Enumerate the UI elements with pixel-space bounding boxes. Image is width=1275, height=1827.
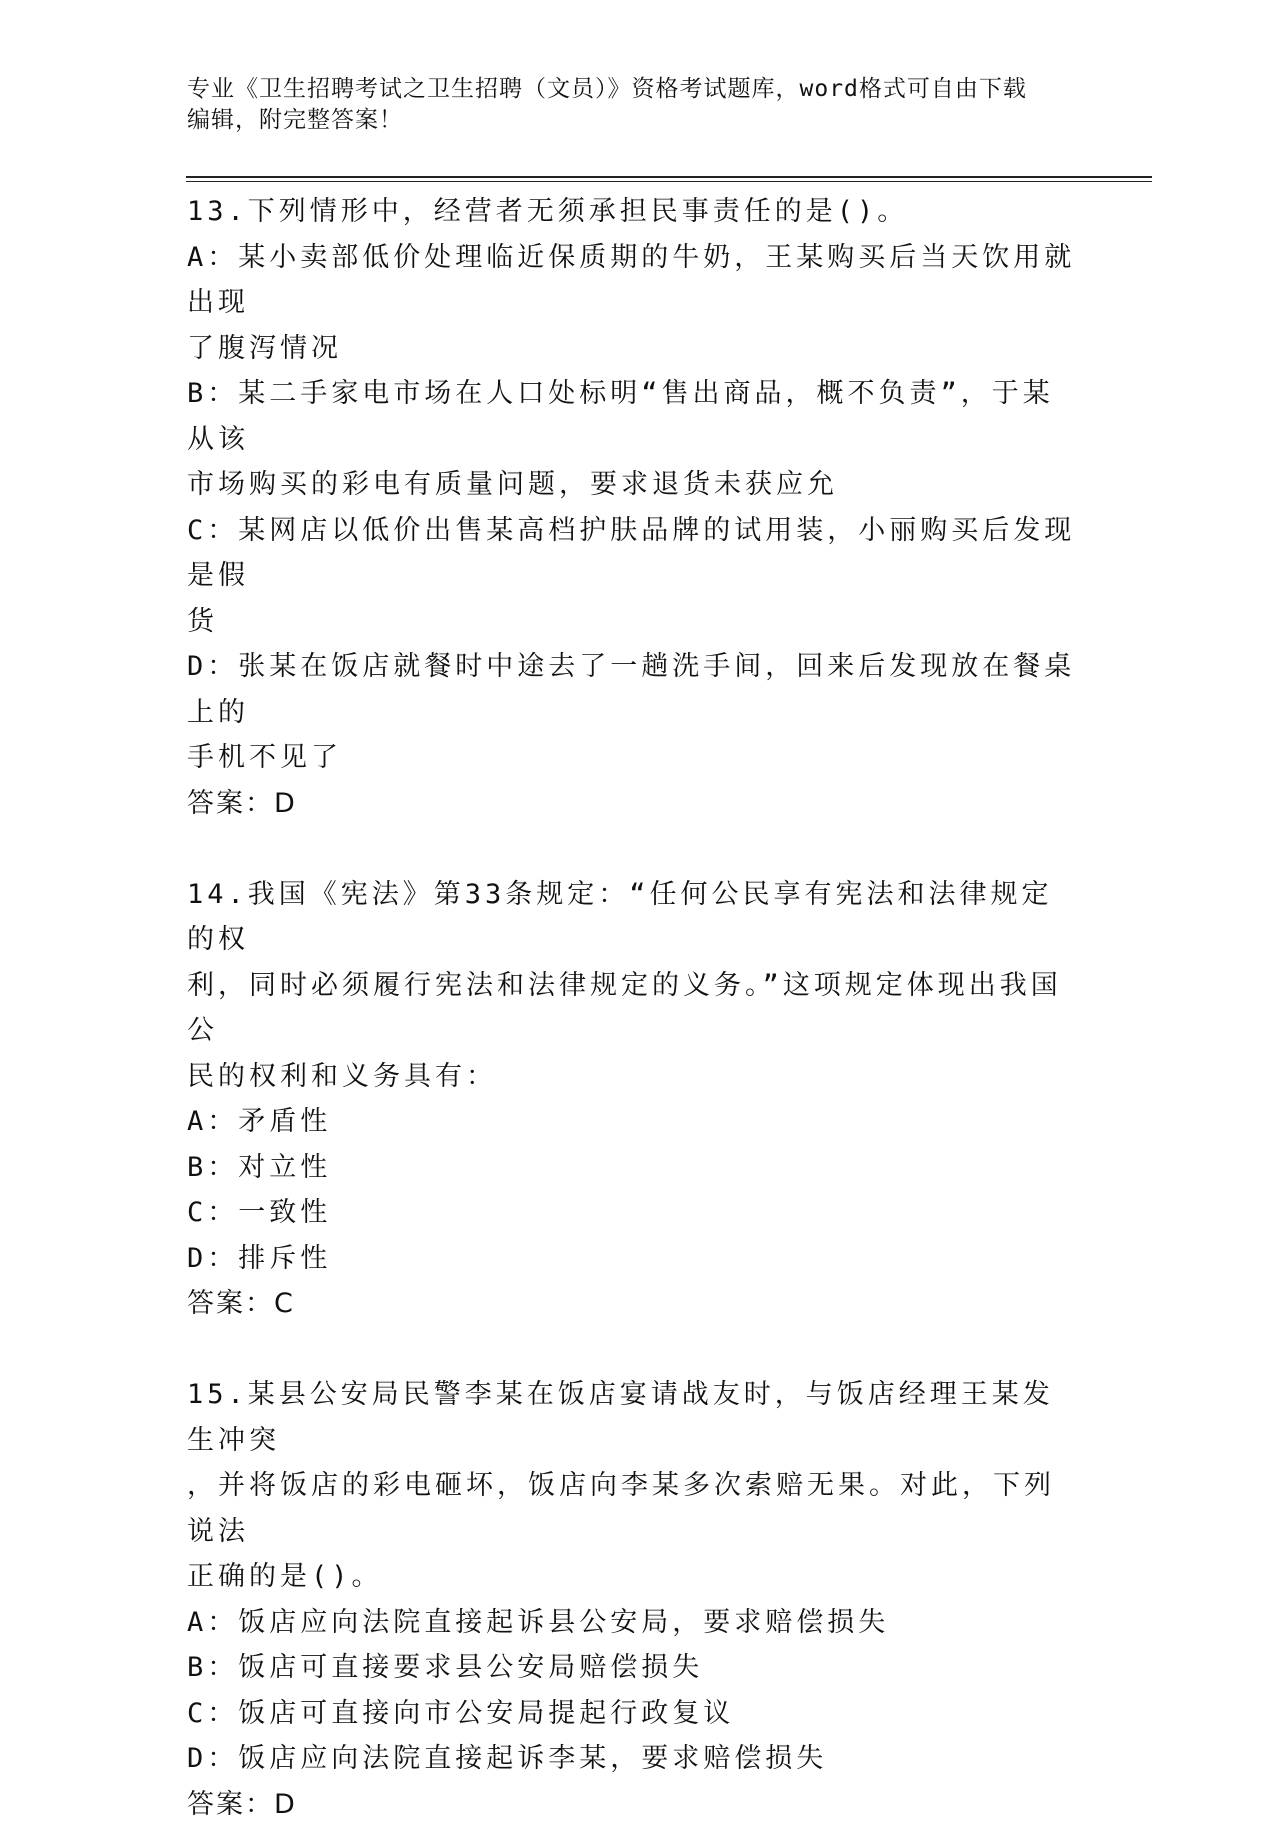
option-c: C：饭店可直接向市公安局提起行政复议 — [187, 1691, 1077, 1737]
option-a: A：矛盾性 — [187, 1099, 1077, 1145]
option-d: D：排斥性 — [187, 1236, 1077, 1282]
question-stem-continued: ，并将饭店的彩电砸坏，饭店向李某多次索赔无果。对此，下列说法 — [187, 1463, 1077, 1554]
option-b-continued: 市场购买的彩电有质量问题，要求退货未获应允 — [187, 462, 1077, 508]
option-c: C：某网店以低价出售某高档护肤品牌的试用装，小丽购买后发现是假 — [187, 508, 1077, 599]
option-d-continued: 手机不见了 — [187, 735, 1077, 781]
option-d: D：饭店应向法院直接起诉李某，要求赔偿损失 — [187, 1736, 1077, 1782]
question-stem-continued: 民的权利和义务具有： — [187, 1054, 1077, 1100]
option-b: B：饭店可直接要求县公安局赔偿损失 — [187, 1645, 1077, 1691]
header-line-1: 专业《卫生招聘考试之卫生招聘（文员）》资格考试题库，word格式可自由下载 — [187, 74, 1087, 105]
option-b: B：对立性 — [187, 1145, 1077, 1191]
header-divider — [186, 176, 1152, 178]
option-d: D：张某在饭店就餐时中途去了一趟洗手间，回来后发现放在餐桌上的 — [187, 644, 1077, 735]
question-list — [187, 189, 1077, 1827]
option-a: A：饭店应向法院直接起诉县公安局，要求赔偿损失 — [187, 1600, 1077, 1646]
option-c-continued: 货 — [187, 599, 1077, 645]
question-stem: 14.我国《宪法》第33条规定：“任何公民享有宪法和法律规定的权 — [187, 872, 1077, 963]
option-a: A：某小卖部低价处理临近保质期的牛奶，王某购买后当天饮用就出现 — [187, 235, 1077, 326]
option-a-continued: 了腹泻情况 — [187, 326, 1077, 372]
answer-line: 答案：D — [187, 781, 1077, 827]
header-line-2: 编辑，附完整答案！ — [187, 105, 1087, 136]
document-header — [187, 74, 1087, 136]
question-block — [187, 189, 1077, 826]
question-stem-continued: 利，同时必须履行宪法和法律规定的义务。”这项规定体现出我国公 — [187, 963, 1077, 1054]
answer-line: 答案：C — [187, 1281, 1077, 1327]
question-block — [187, 1372, 1077, 1827]
option-c: C：一致性 — [187, 1190, 1077, 1236]
option-b: B：某二手家电市场在人口处标明“售出商品，概不负责”，于某从该 — [187, 371, 1077, 462]
question-spacer — [187, 1327, 1077, 1373]
question-stem-continued: 正确的是()。 — [187, 1554, 1077, 1600]
question-spacer — [187, 826, 1077, 872]
question-stem: 13.下列情形中，经营者无须承担民事责任的是()。 — [187, 189, 1077, 235]
question-stem: 15.某县公安局民警李某在饭店宴请战友时，与饭店经理王某发生冲突 — [187, 1372, 1077, 1463]
question-block — [187, 872, 1077, 1327]
header-divider-thin — [186, 181, 1152, 182]
answer-line: 答案：D — [187, 1782, 1077, 1827]
